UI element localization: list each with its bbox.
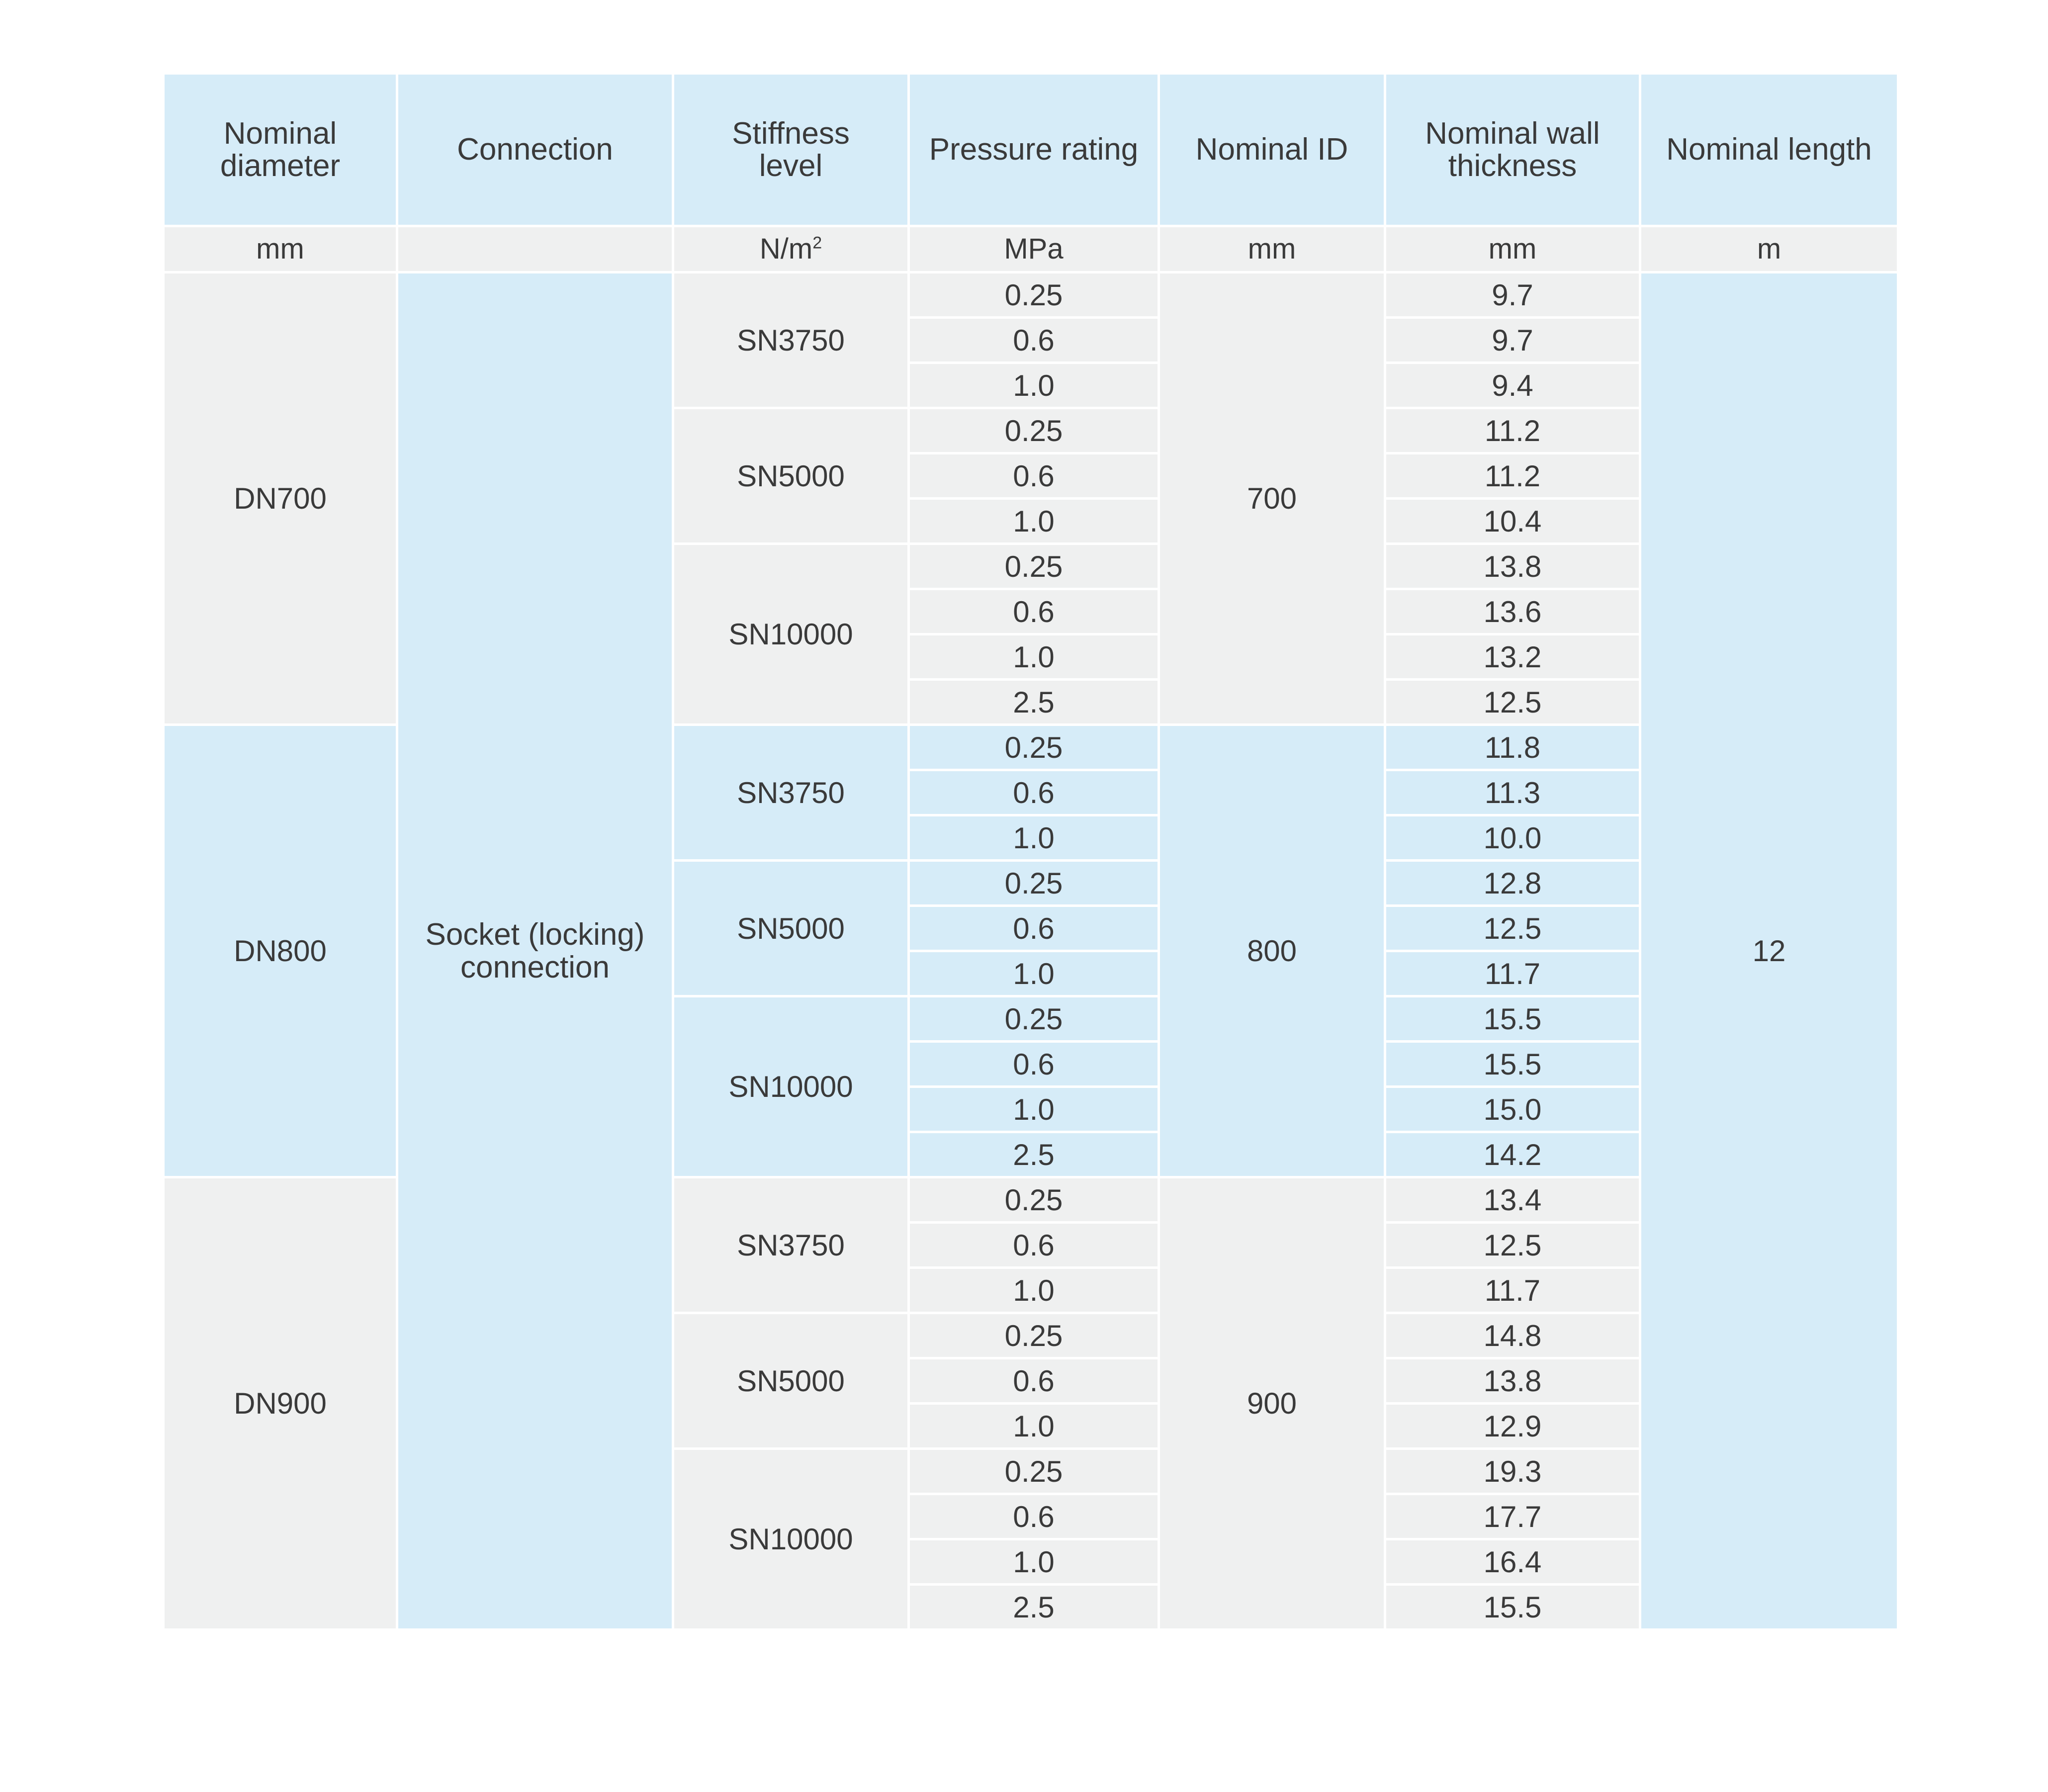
- nominal-length-cell: 12: [1640, 272, 1898, 1630]
- pressure-rating-cell: 0.25: [909, 996, 1159, 1042]
- header-row: [164, 74, 1898, 226]
- header-stiffness-level: Stiffness level: [673, 74, 909, 226]
- pressure-rating-cell: 1.0: [909, 1404, 1159, 1449]
- header-nominal-id: Nominal ID: [1159, 74, 1385, 226]
- wall-thickness-cell: 16.4: [1385, 1539, 1640, 1585]
- pressure-rating-cell: 0.6: [909, 1494, 1159, 1539]
- stiffness-level-cell: SN5000: [673, 1313, 909, 1449]
- stiffness-level-cell: SN3750: [673, 1177, 909, 1313]
- unit-nominal-length: m: [1640, 226, 1898, 272]
- wall-thickness-cell: 11.2: [1385, 408, 1640, 453]
- pressure-rating-cell: 0.6: [909, 1042, 1159, 1087]
- wall-thickness-cell: 9.4: [1385, 363, 1640, 408]
- stiffness-level-cell: SN10000: [673, 996, 909, 1177]
- header-nominal-diameter: Nominal diameter: [164, 74, 397, 226]
- wall-thickness-cell: 11.7: [1385, 1268, 1640, 1313]
- pressure-rating-cell: 1.0: [909, 1539, 1159, 1585]
- pressure-rating-cell: 1.0: [909, 634, 1159, 680]
- pressure-rating-cell: 1.0: [909, 951, 1159, 996]
- wall-thickness-cell: 17.7: [1385, 1494, 1640, 1539]
- pressure-rating-cell: 0.6: [909, 906, 1159, 951]
- pressure-rating-cell: 0.6: [909, 318, 1159, 363]
- header-connection: Connection: [397, 74, 673, 226]
- wall-thickness-cell: 14.2: [1385, 1132, 1640, 1177]
- stiffness-level-cell: SN10000: [673, 544, 909, 725]
- nominal-id-cell: 800: [1159, 725, 1385, 1177]
- unit-connection: [397, 226, 673, 272]
- pressure-rating-cell: 0.25: [909, 408, 1159, 453]
- connection-cell: Socket (locking) connection: [397, 272, 673, 1630]
- pressure-rating-cell: 0.6: [909, 453, 1159, 499]
- stiffness-level-cell: SN5000: [673, 861, 909, 996]
- unit-stiffness-base: N/m: [759, 232, 813, 265]
- pressure-rating-cell: 0.6: [909, 1223, 1159, 1268]
- wall-thickness-cell: 13.4: [1385, 1177, 1640, 1223]
- wall-thickness-cell: 15.5: [1385, 996, 1640, 1042]
- pressure-rating-cell: 0.25: [909, 861, 1159, 906]
- nominal-id-cell: 900: [1159, 1177, 1385, 1630]
- wall-thickness-cell: 12.8: [1385, 861, 1640, 906]
- header-nominal-length: Nominal length: [1640, 74, 1898, 226]
- stiffness-level-cell: SN3750: [673, 272, 909, 408]
- unit-stiffness-exponent: 2: [812, 233, 822, 253]
- table-row: [164, 272, 1898, 318]
- nominal-diameter-cell: DN800: [164, 725, 397, 1177]
- stiffness-level-cell: SN5000: [673, 408, 909, 544]
- wall-thickness-cell: 10.0: [1385, 815, 1640, 861]
- pressure-rating-cell: 0.6: [909, 1358, 1159, 1404]
- unit-nominal-diameter: mm: [164, 226, 397, 272]
- pressure-rating-cell: 2.5: [909, 680, 1159, 725]
- wall-thickness-cell: 11.3: [1385, 770, 1640, 815]
- unit-pressure-rating: MPa: [909, 226, 1159, 272]
- pressure-rating-cell: 0.25: [909, 725, 1159, 770]
- wall-thickness-cell: 9.7: [1385, 318, 1640, 363]
- pressure-rating-cell: 1.0: [909, 815, 1159, 861]
- pressure-rating-cell: 2.5: [909, 1585, 1159, 1630]
- pressure-rating-cell: 1.0: [909, 499, 1159, 544]
- unit-stiffness-level: [673, 226, 909, 272]
- wall-thickness-cell: 11.8: [1385, 725, 1640, 770]
- pressure-rating-cell: 0.25: [909, 272, 1159, 318]
- spec-table-container: [162, 72, 1897, 1631]
- wall-thickness-cell: 14.8: [1385, 1313, 1640, 1358]
- wall-thickness-cell: 15.5: [1385, 1042, 1640, 1087]
- wall-thickness-cell: 13.8: [1385, 544, 1640, 589]
- wall-thickness-cell: 12.9: [1385, 1404, 1640, 1449]
- pressure-rating-cell: 0.6: [909, 770, 1159, 815]
- wall-thickness-cell: 12.5: [1385, 906, 1640, 951]
- pressure-rating-cell: 0.25: [909, 1449, 1159, 1494]
- stiffness-level-cell: SN10000: [673, 1449, 909, 1630]
- wall-thickness-cell: 15.5: [1385, 1585, 1640, 1630]
- stiffness-level-cell: SN3750: [673, 725, 909, 861]
- pressure-rating-cell: 2.5: [909, 1132, 1159, 1177]
- pressure-rating-cell: 0.25: [909, 1313, 1159, 1358]
- pressure-rating-cell: 0.6: [909, 589, 1159, 634]
- pressure-rating-cell: 1.0: [909, 363, 1159, 408]
- wall-thickness-cell: 13.6: [1385, 589, 1640, 634]
- pressure-rating-cell: 1.0: [909, 1268, 1159, 1313]
- units-row: [164, 226, 1898, 272]
- nominal-id-cell: 700: [1159, 272, 1385, 725]
- wall-thickness-cell: 11.2: [1385, 453, 1640, 499]
- unit-nominal-wall-thickness: mm: [1385, 226, 1640, 272]
- wall-thickness-cell: 12.5: [1385, 1223, 1640, 1268]
- wall-thickness-cell: 19.3: [1385, 1449, 1640, 1494]
- pressure-rating-cell: 0.25: [909, 544, 1159, 589]
- wall-thickness-cell: 12.5: [1385, 680, 1640, 725]
- header-pressure-rating: Pressure rating: [909, 74, 1159, 226]
- wall-thickness-cell: 11.7: [1385, 951, 1640, 996]
- nominal-diameter-cell: DN900: [164, 1177, 397, 1630]
- header-nominal-wall-thickness: Nominal wall thickness: [1385, 74, 1640, 226]
- pressure-rating-cell: 1.0: [909, 1087, 1159, 1132]
- wall-thickness-cell: 15.0: [1385, 1087, 1640, 1132]
- wall-thickness-cell: 10.4: [1385, 499, 1640, 544]
- pressure-rating-cell: 0.25: [909, 1177, 1159, 1223]
- unit-nominal-id: mm: [1159, 226, 1385, 272]
- wall-thickness-cell: 9.7: [1385, 272, 1640, 318]
- wall-thickness-cell: 13.2: [1385, 634, 1640, 680]
- nominal-diameter-cell: DN700: [164, 272, 397, 725]
- wall-thickness-cell: 13.8: [1385, 1358, 1640, 1404]
- pipe-spec-table: [162, 72, 1899, 1631]
